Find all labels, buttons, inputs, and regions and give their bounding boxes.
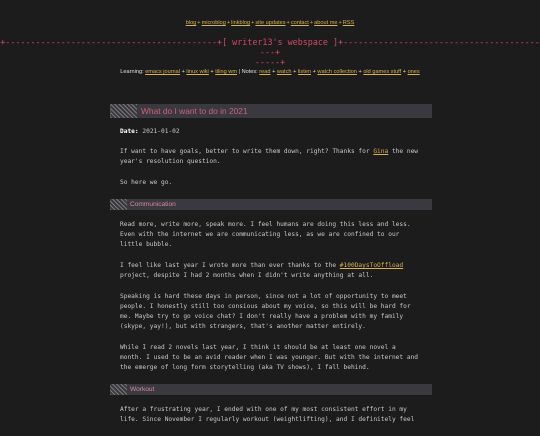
banner-border-right: +------------------------------------------+ [259,37,540,57]
site-title: [ writer13's webspace ] [222,37,339,47]
section-heading-bar-workout [110,384,432,395]
nav-separator: + [251,20,255,26]
section-body-workout [110,405,428,425]
menu-link-tiling-wm[interactable]: tiling wm [215,69,237,75]
menu-link-watch[interactable]: watch [276,69,292,75]
article-date [120,127,420,137]
site-banner [0,37,540,67]
nav-separator: + [338,20,342,26]
date-label: Date: [120,128,139,135]
hatch-decoration [111,104,137,118]
learning-label: Learning: [120,69,144,75]
menu-link-old-games-stuff[interactable]: old games stuff [363,69,402,75]
paragraph: After a frustrating year, I ended with one of my most consistent effort in my life. Since November I regularly workout (weightlifting), and I definitely feel [120,406,415,423]
nav-link-linkblog[interactable]: linkblog [231,20,251,26]
section-heading-communication: Communication [130,200,176,208]
article-title-bar [110,104,432,118]
nav-separator: + [197,20,201,26]
nav-link-blog[interactable]: blog [185,20,197,26]
hatch-decoration [110,384,127,395]
paragraph: Read more, write more, speak more. I feel humans are doing this less and less. Even with the internet we are communicating less, as we are confined to our little bubble. [120,221,411,248]
nav-separator: + [226,20,231,26]
nav-link-microblog[interactable]: microblog [201,20,226,26]
menu-divider: | [238,69,240,75]
menu-separator: + [293,69,297,75]
intro-text: If want to have goals, better to write them down, right? Thanks for [120,148,374,155]
menu-separator: + [358,69,362,75]
banner-border-left: +------------------------------------------+ [0,37,223,47]
gina-link[interactable]: Gina [373,148,389,155]
menu-link-ones[interactable]: ones [407,69,420,75]
menu-link-emacs-journal[interactable]: emacs journal [145,69,181,75]
menu-link-watch-collection[interactable]: watch collection [317,69,357,75]
nav-separator: + [286,20,290,26]
banner-tail: -----+ [254,57,286,67]
paragraph-text: I feel like last year I wrote more than ever thanks to the [120,262,340,269]
nav-separator: + [309,20,314,26]
menu-link-linux-wiki[interactable]: linux wiki [186,69,209,75]
paragraph [120,261,420,281]
intro-paragraph-2: So here we go. [120,179,173,186]
article [110,104,432,436]
paragraph: While I read 2 novels last year, I think it should be at least one novel a month. I used to be an avid reader when I was younger. But with the internet and the emerge of long form storytelling (aka TV shows), I fall behind. [120,344,419,371]
hatch-decoration [110,199,127,210]
hashtag-link[interactable]: #100DaysToOffload [339,262,404,269]
banner-line [0,37,540,57]
nav-link-contact[interactable]: contact [290,20,309,26]
menu-separator: + [181,69,185,75]
nav-link-rss[interactable]: RSS [342,20,355,26]
menu-link-read[interactable]: read [259,69,271,75]
menu-link-listen[interactable]: listen [297,69,311,75]
section-heading-workout: Workout [130,385,155,393]
section-heading-bar-communication [110,199,432,210]
section-body-communication [110,220,428,373]
top-nav [0,20,540,26]
nav-link-about-me[interactable]: about me [314,20,338,26]
notes-label: Notes: [241,69,258,75]
menu-separator: + [210,69,214,75]
intro-text-end: the new year's resolution question. [120,148,419,165]
date-value: 2021-01-02 [142,128,180,135]
article-body [110,127,428,188]
paragraph-text-end: project, despite I had 2 months when I didn't write anything at all. [120,272,374,279]
menu-separator: + [402,69,406,75]
sub-menu [110,68,430,77]
intro-paragraph [120,147,420,167]
nav-link-site-updates[interactable]: site updates [255,20,286,26]
menu-separator: + [312,69,316,75]
paragraph: Speaking is hard these days in person, since not a lot of opportunity to meet people. I honestly still too consious about my voice, so this will be hard for me. Maybe try to go voice chat? I don't really have a problem with my family (skype, yay!), but with strangers, that's another matter entirely. [120,293,411,330]
article-title: What do I want to do in 2021 [141,106,248,116]
menu-separator: + [272,69,276,75]
